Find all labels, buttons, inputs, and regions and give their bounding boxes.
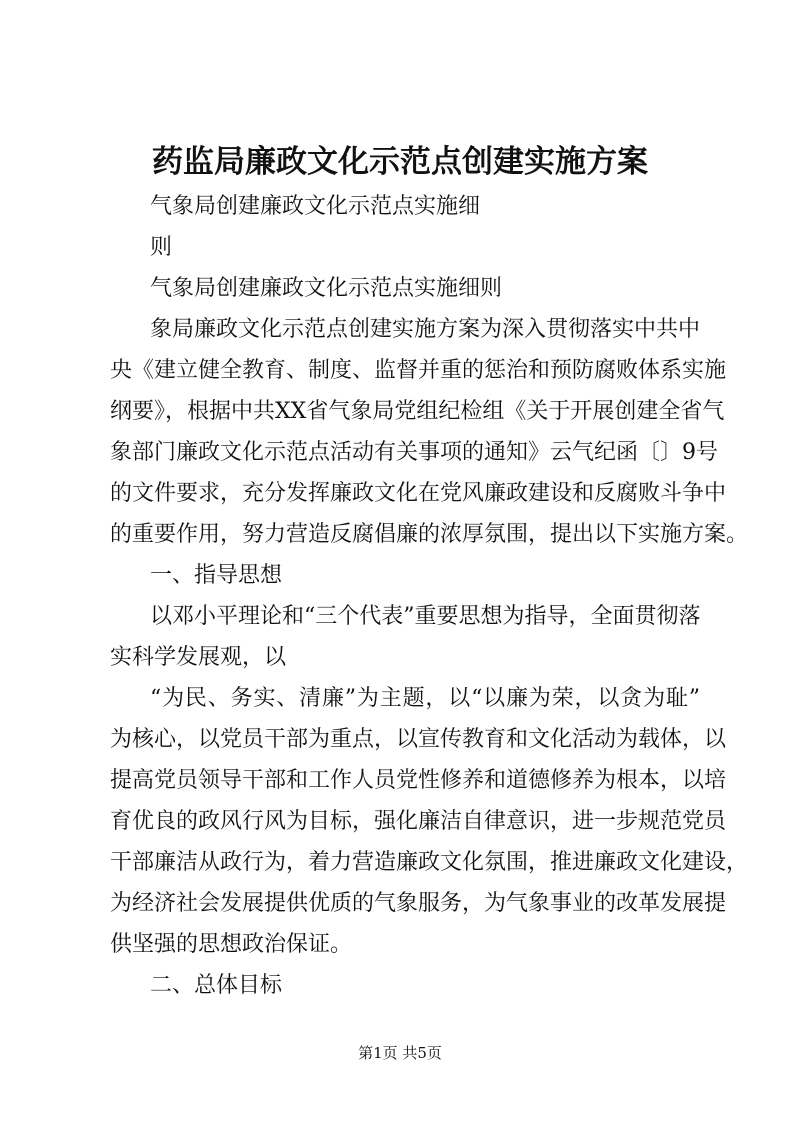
section-heading: 一、指导思想 bbox=[150, 563, 283, 588]
text-line: 为经济社会发展提供优质的气象服务，为气象事业的改革发展提 bbox=[110, 891, 727, 916]
text-line: 以邓小平理论和“三个代表”重要思想为指导，全面贯彻落 bbox=[150, 604, 701, 629]
text-line: 气象局创建廉政文化示范点实施细 bbox=[150, 194, 481, 219]
text-line: 的重要作用，努力营造反腐倡廉的浓厚氛围，提出以下实施方案。 bbox=[110, 522, 749, 547]
text-line: 为核心，以党员干部为重点，以宣传教育和文化活动为载体，以 bbox=[110, 727, 727, 752]
text-line: “为民、务实、清廉”为主题，以“以廉为荣，以贪为耻” bbox=[150, 686, 700, 711]
page-footer: 第1页 共5页 bbox=[358, 1044, 442, 1062]
text-line: 育优良的政风行风为目标，强化廉洁自律意识，进一步规范党员 bbox=[110, 809, 727, 834]
text-line: 气象局创建廉政文化示范点实施细则 bbox=[150, 276, 503, 301]
document-title: 药监局廉政文化示范点创建实施方案 bbox=[152, 144, 648, 180]
text-line: 提高党员领导干部和工作人员党性修养和道德修养为根本，以培 bbox=[110, 768, 727, 793]
section-heading: 二、总体目标 bbox=[150, 973, 283, 998]
text-line: 供坚强的思想政治保证。 bbox=[110, 932, 353, 957]
text-line: 纲要》，根据中共XX省气象局党组纪检组《关于开展创建全省气 bbox=[110, 399, 725, 424]
text-line: 的文件要求，充分发挥廉政文化在党风廉政建设和反腐败斗争中 bbox=[110, 481, 727, 506]
text-line: 央《建立健全教育、制度、监督并重的惩治和预防腐败体系实施 bbox=[110, 358, 727, 383]
text-line: 干部廉洁从政行为，着力营造廉政文化氛围，推进廉政文化建设， bbox=[110, 850, 749, 875]
text-line: 实科学发展观，以 bbox=[110, 645, 287, 670]
text-line: 象局廉政文化示范点创建实施方案为深入贯彻落实中共中 bbox=[150, 317, 701, 342]
text-line: 则 bbox=[150, 235, 173, 260]
text-line: 象部门廉政文化示范点活动有关事项的通知》云气纪函〔〕9号 bbox=[110, 440, 718, 465]
